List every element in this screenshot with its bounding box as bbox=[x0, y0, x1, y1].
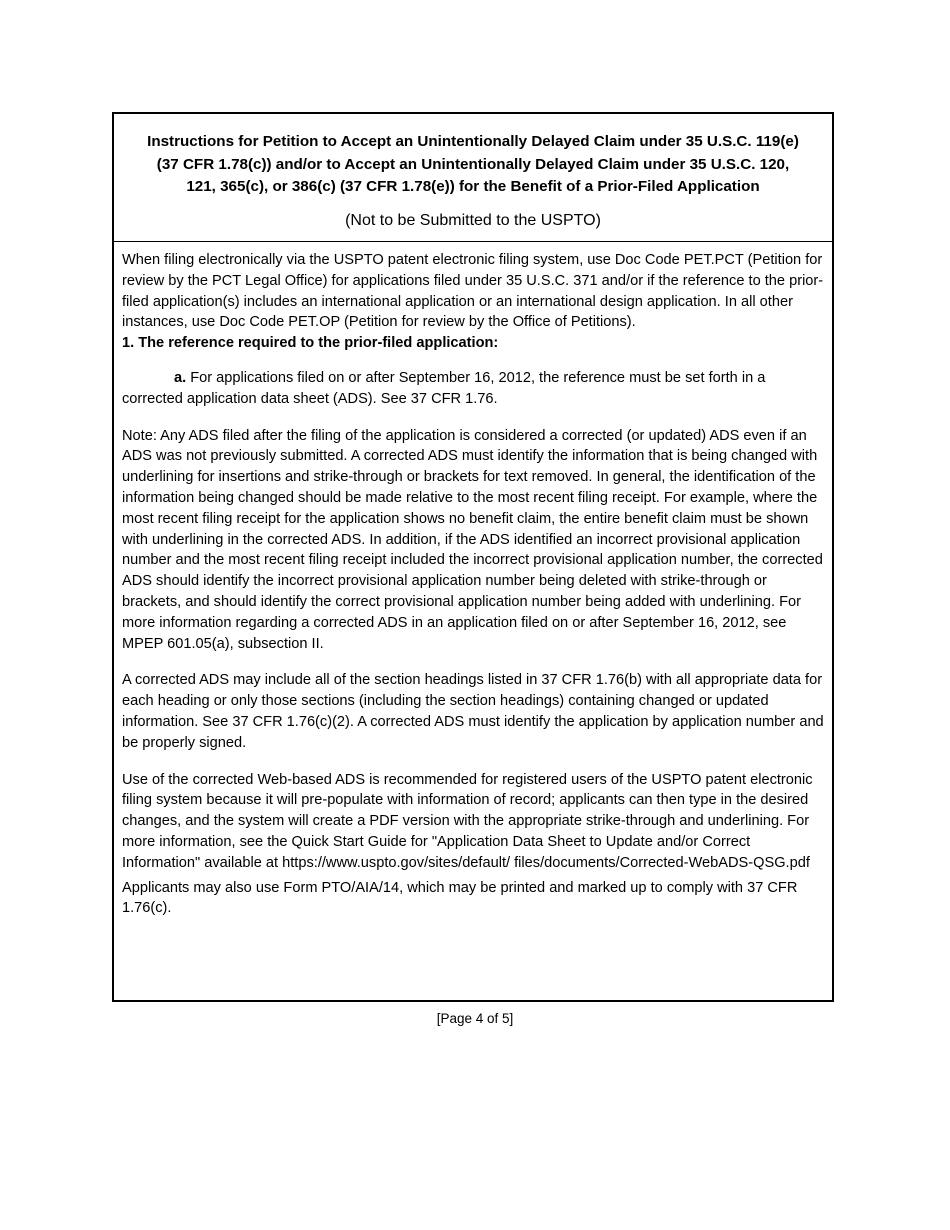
form-header bbox=[114, 114, 832, 242]
title-line-1: Instructions for Petition to Accept an Unintentionally Delayed Claim under 35 U.S.C. 119(e) bbox=[147, 133, 799, 150]
item-a-paragraph bbox=[122, 368, 824, 410]
web-ads-paragraph: Use of the corrected Web-based ADS is recommended for registered users of the USPTO patent electronic filing system because it will pre-populate with information of record; applicants can then type in the desired changes, and the system will create a PDF version with the appropriate strike-through and underlining. For more information, see the Quick Start Guide for "Application Data Sheet to Update and/or Correct Information" available at https://www.uspto.gov/sites/default/ files/documents/Corrected-WebADS-QSG.pdf bbox=[122, 771, 813, 871]
section-1-heading: 1. The reference required to the prior-filed application: bbox=[122, 335, 499, 352]
item-a-label: a. bbox=[174, 369, 187, 386]
form-subtitle: (Not to be Submitted to the USPTO) bbox=[345, 211, 601, 229]
corrected-ads-paragraph: A corrected ADS may include all of the section headings listed in 37 CFR 1.76(b) with all appropriate data for each heading or only those sections (including the section headings) containing changed or updated information. See 37 CFR 1.76(c)(2). A corrected ADS must identify the application by application number and be properly signed. bbox=[122, 672, 824, 751]
page-number: [Page 4 of 5] bbox=[436, 1011, 514, 1026]
intro-paragraph: When filing electronically via the USPTO patent electronic filing system, use Doc Code PET.PCT (Petition for review by the PCT Legal Office) for applications filed under 35 U.S.C. 371 and/or if the reference to the prior-filed application(s) includes an international application or an international design application. In all other instances, use Doc Code PET.OP (Petition for review by the Office of Petitions). bbox=[122, 252, 824, 331]
form-pto-paragraph: Applicants may also use Form PTO/AIA/14, which may be printed and marked up to comply with 37 CFR 1.76(c). bbox=[122, 879, 798, 917]
instructions-form-box bbox=[112, 112, 834, 1002]
form-content bbox=[114, 242, 832, 919]
title-line-3: 121, 365(c), or 386(c) (37 CFR 1.78(e)) for the Benefit of a Prior-Filed Application bbox=[186, 178, 760, 195]
title-line-2: (37 CFR 1.78(c)) and/or to Accept an Unintentionally Delayed Claim under 35 U.S.C. 120, bbox=[156, 155, 790, 173]
form-title bbox=[122, 131, 824, 199]
item-a-text: For applications filed on or after September 16, 2012, the reference must be set forth in a corrected application data sheet (ADS). See 37 CFR 1.76. bbox=[122, 369, 766, 407]
note-paragraph: Note: Any ADS filed after the filing of the application is considered a corrected (or updated) ADS even if an ADS was not previously submitted. A corrected ADS must identify the information that is being changed with underlining for insertions and strike-through or brackets for text removed. In general, the identification of the information being changed should be made relative to the most recent filing receipt. For example, where the most recent filing receipt for the application shows no benefit claim, the entire benefit claim must be shown with underlining in the corrected ADS. In addition, if the ADS identified an incorrect provisional application number and the most recent filing receipt included the incorrect provisional application number, the corrected ADS should identify the incorrect provisional application number being deleted with strike-through or brackets, and should identify the correct provisional application number being added with underlining. For more information regarding a corrected ADS in an application filed on or after September 16, 2012, see MPEP 601.05(a), subsection II. bbox=[122, 427, 823, 652]
